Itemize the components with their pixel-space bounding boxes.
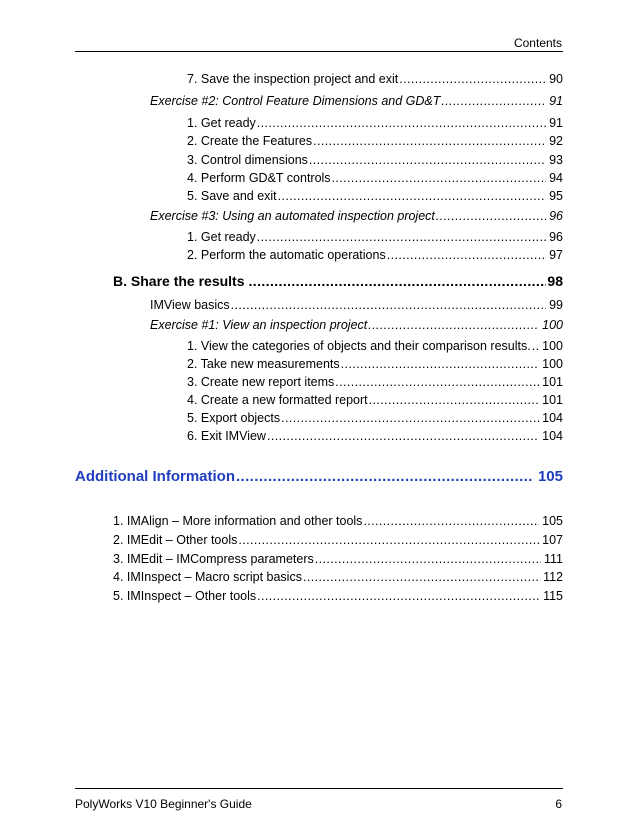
footer-title: PolyWorks V10 Beginner's Guide (75, 797, 252, 811)
toc-entry[interactable]: 4. Perform GD&T controls ..... 94 (187, 171, 563, 185)
toc-entry[interactable]: 6. Exit IMView ..... 104 (187, 429, 563, 443)
leader-dots (309, 153, 546, 167)
leader-dots (257, 116, 546, 130)
leader-dots (257, 230, 546, 244)
leader-dots (303, 570, 540, 584)
toc-major-heading[interactable]: Additional Information ..... 105 (75, 468, 563, 485)
leader-dots (315, 552, 541, 566)
footer-rule (75, 788, 563, 789)
toc-entry[interactable]: 1. View the categories of objects and their comparison results. ..... 100 (187, 339, 563, 353)
leader-dots (249, 273, 547, 289)
toc-entry[interactable]: 5. IMInspect – Other tools ..... 115 (113, 589, 563, 603)
toc-entry[interactable]: Exercise #3: Using an automated inspection project ..... 96 (150, 209, 563, 223)
leader-dots (281, 411, 539, 425)
leader-dots (236, 468, 534, 485)
toc-entry[interactable]: 2. Take new measurements ..... 100 (187, 357, 563, 371)
toc-entry[interactable]: 3. Control dimensions ..... 93 (187, 153, 563, 167)
toc-entry[interactable]: 1. Get ready ..... 96 (187, 230, 563, 244)
page-number: 6 (555, 797, 562, 811)
leader-dots (399, 72, 546, 86)
toc-entry[interactable]: 3. Create new report items ..... 101 (187, 375, 563, 389)
toc-entry[interactable]: 2. IMEdit – Other tools ..... 107 (113, 533, 563, 547)
leader-dots (267, 429, 539, 443)
toc-section-heading[interactable]: B. Share the results ..... 98 (113, 273, 563, 289)
leader-dots (332, 171, 547, 185)
toc-entry[interactable]: 2. Create the Features ..... 92 (187, 134, 563, 148)
toc-entry[interactable]: 5. Export objects ..... 104 (187, 411, 563, 425)
leader-dots (369, 393, 539, 407)
toc-entry[interactable]: Exercise #2: Control Feature Dimensions and GD&T ..... 91 (150, 94, 563, 108)
toc-entry[interactable]: 1. IMAlign – More information and other tools ..... 105 (113, 514, 563, 528)
leader-dots (532, 339, 539, 353)
toc-entry[interactable]: 4. Create a new formatted report ..... 101 (187, 393, 563, 407)
toc-entry[interactable]: 1. Get ready ..... 91 (187, 116, 563, 130)
toc-entry[interactable]: 5. Save and exit ..... 95 (187, 189, 563, 203)
toc-entry[interactable]: 2. Perform the automatic operations ..... 97 (187, 248, 563, 262)
leader-dots (335, 375, 539, 389)
leader-dots (341, 357, 540, 371)
leader-dots (436, 209, 546, 223)
leader-dots (387, 248, 546, 262)
leader-dots (238, 533, 539, 547)
toc-entry[interactable]: Exercise #1: View an inspection project ..... 100 (150, 318, 563, 332)
toc-entry[interactable]: 4. IMInspect – Macro script basics ..... 112 (113, 570, 563, 584)
leader-dots (231, 298, 546, 312)
leader-dots (363, 514, 539, 528)
leader-dots (313, 134, 546, 148)
header-rule (75, 51, 563, 52)
leader-dots (368, 318, 539, 332)
leader-dots (278, 189, 546, 203)
toc-entry[interactable]: 3. IMEdit – IMCompress parameters ..... 111 (113, 552, 563, 566)
toc-entry[interactable]: 7. Save the inspection project and exit ..... 90 (187, 72, 563, 86)
leader-dots (257, 589, 540, 603)
header-title: Contents (513, 36, 562, 50)
toc-entry[interactable]: IMView basics ..... 99 (150, 298, 563, 312)
leader-dots (441, 94, 546, 108)
